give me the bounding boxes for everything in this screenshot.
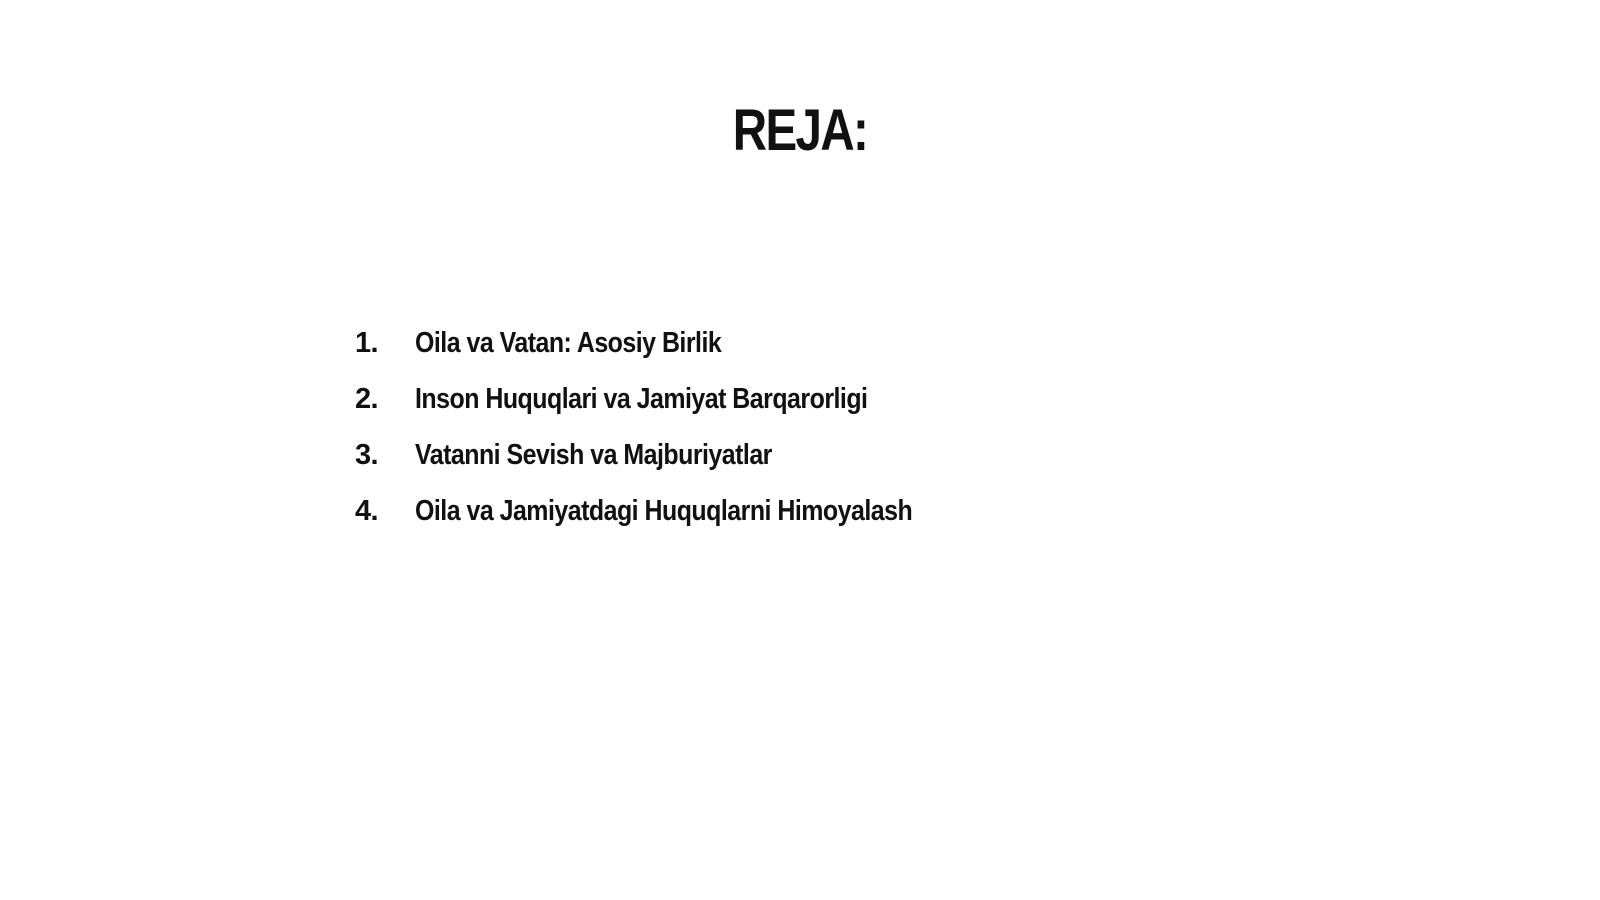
list-item-number: 2. bbox=[355, 383, 378, 415]
list-item bbox=[355, 439, 993, 495]
list-item bbox=[355, 327, 993, 383]
list-item bbox=[355, 495, 993, 551]
list-item-number: 4. bbox=[355, 495, 378, 527]
plan-list bbox=[355, 327, 993, 551]
list-item-number: 3. bbox=[355, 439, 378, 471]
list-item bbox=[355, 383, 993, 439]
list-item-text: Oila va Vatan: Asosiy Birlik bbox=[415, 327, 722, 359]
list-item-text: Inson Huquqlari va Jamiyat Barqarorligi bbox=[415, 383, 868, 415]
list-item-text: Oila va Jamiyatdagi Huquqlarni Himoyalash bbox=[415, 495, 913, 527]
list-item-text: Vatanni Sevish va Majburiyatlar bbox=[415, 439, 772, 471]
list-item-number: 1. bbox=[355, 327, 378, 359]
slide-title: REJA: bbox=[732, 98, 868, 163]
